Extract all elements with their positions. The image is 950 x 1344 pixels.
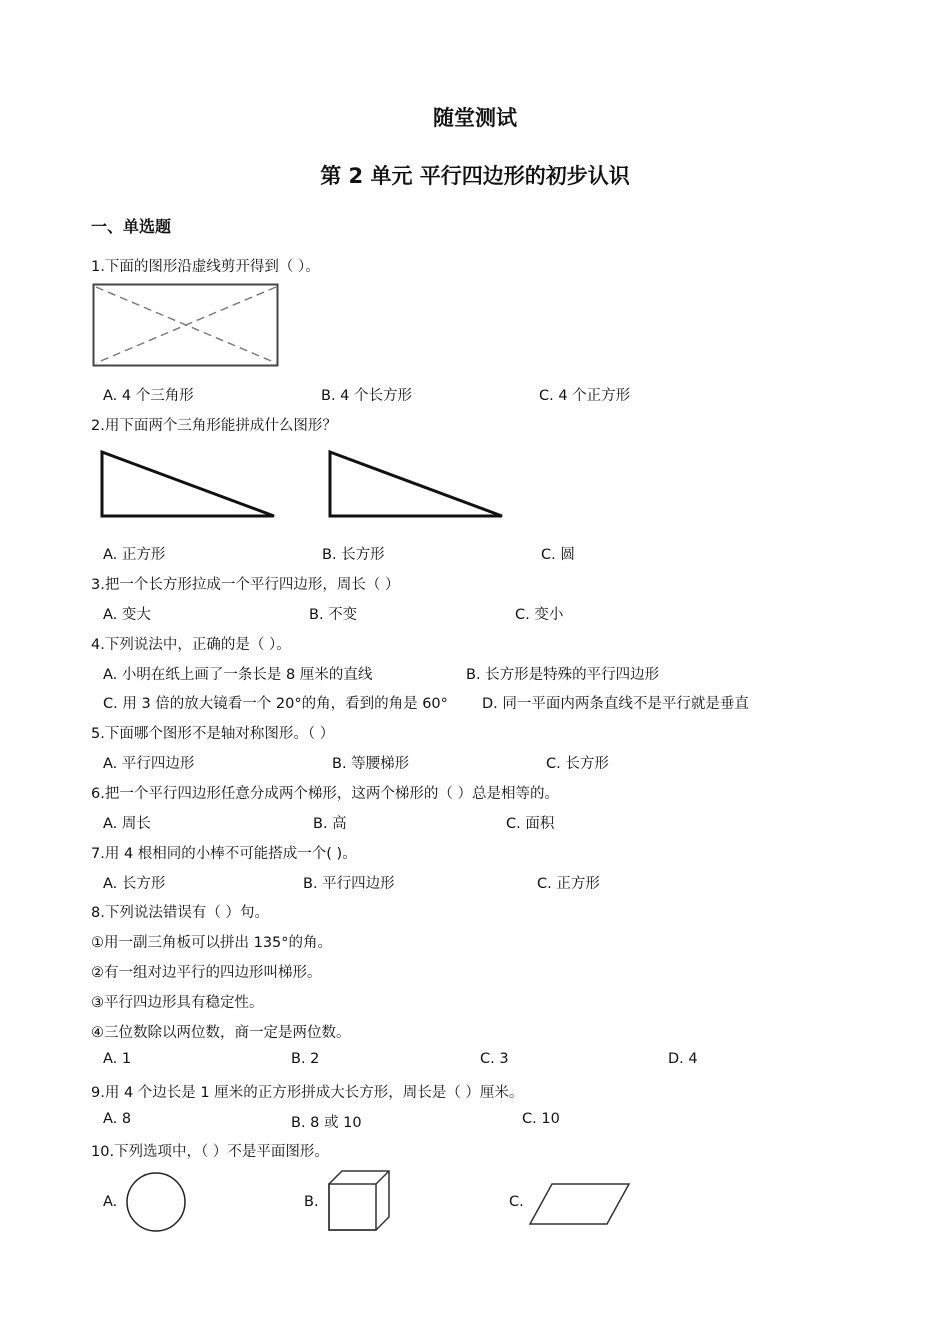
q3-option-b[interactable]: B. 不变: [309, 607, 358, 623]
dashed-rectangle-figure: [92, 283, 280, 367]
q1-option-a[interactable]: A. 4 个三角形: [103, 388, 194, 404]
q7-option-b[interactable]: B. 平行四边形: [303, 876, 395, 892]
q10-option-a[interactable]: A.: [103, 1194, 118, 1210]
section-heading: 一、单选题: [91, 217, 172, 236]
question-5-stem: 5.下面哪个图形不是轴对称图形。（ ）: [91, 726, 335, 742]
question-2-stem: 2.用下面两个三角形能拼成什么图形？: [91, 418, 337, 434]
q10-option-b[interactable]: B.: [304, 1194, 319, 1210]
q5-option-c[interactable]: C. 长方形: [546, 756, 609, 772]
question-8-stem: 8.下列说法错误有（ ）句。: [91, 905, 269, 921]
question-6-stem: 6.把一个平行四边形任意分成两个梯形，这两个梯形的（ ）总是相等的。: [91, 786, 559, 802]
q2-option-b[interactable]: B. 长方形: [322, 547, 385, 563]
q9-option-c[interactable]: C. 10: [522, 1111, 560, 1127]
parallelogram-icon: [527, 1181, 633, 1227]
question-10-stem: 10.下列选项中，（ ）不是平面图形。: [91, 1144, 329, 1160]
q1-option-b[interactable]: B. 4 个长方形: [321, 388, 412, 404]
q4-option-d[interactable]: D. 同一平面内两条直线不是平行就是垂直: [482, 696, 749, 712]
q3-option-c[interactable]: C. 变小: [515, 607, 564, 623]
q3-option-a[interactable]: A. 变大: [103, 607, 151, 623]
right-triangle-figure-2: [326, 448, 506, 520]
question-3-stem: 3.把一个长方形拉成一个平行四边形，周长（ ）: [91, 577, 400, 593]
page-title: 随堂测试: [433, 106, 517, 130]
q4-option-c[interactable]: C. 用 3 倍的放大镜看一个 20°的角，看到的角是 60°: [103, 696, 448, 712]
q1-option-c[interactable]: C. 4 个正方形: [539, 388, 631, 404]
question-1-stem: 1.下面的图形沿虚线剪开得到（ ）。: [91, 259, 320, 275]
q4-option-a[interactable]: A. 小明在纸上画了一条长是 8 厘米的直线: [103, 667, 373, 683]
q8-option-c[interactable]: C. 3: [480, 1051, 509, 1067]
q7-option-c[interactable]: C. 正方形: [537, 876, 600, 892]
q8-option-b[interactable]: B. 2: [291, 1051, 320, 1067]
right-triangle-figure-1: [98, 448, 278, 520]
q2-option-c[interactable]: C. 圆: [541, 547, 575, 563]
q5-option-b[interactable]: B. 等腰梯形: [332, 756, 410, 772]
q8-statement-3: ③平行四边形具有稳定性。: [91, 995, 264, 1011]
q8-option-a[interactable]: A. 1: [103, 1051, 132, 1067]
question-7-stem: 7.用 4 根相同的小棒不可能搭成一个( )。: [91, 846, 357, 862]
q2-option-a[interactable]: A. 正方形: [103, 547, 166, 563]
q4-option-b[interactable]: B. 长方形是特殊的平行四边形: [466, 667, 660, 683]
q6-option-b[interactable]: B. 高: [313, 816, 347, 832]
q6-option-c[interactable]: C. 面积: [506, 816, 555, 832]
q8-statement-1: ①用一副三角板可以拼出 135°的角。: [91, 935, 333, 951]
page-subtitle: 第 2 单元 平行四边形的初步认识: [320, 164, 630, 188]
question-9-stem: 9.用 4 个边长是 1 厘米的正方形拼成大长方形，周长是（ ）厘米。: [91, 1085, 524, 1101]
q6-option-a[interactable]: A. 周长: [103, 816, 151, 832]
q10-option-c[interactable]: C.: [509, 1194, 524, 1210]
q5-option-a[interactable]: A. 平行四边形: [103, 756, 195, 772]
q8-statement-2: ②有一组对边平行的四边形叫梯形。: [91, 965, 322, 981]
q8-option-d[interactable]: D. 4: [668, 1051, 698, 1067]
q9-option-b[interactable]: B. 8 或 10: [291, 1115, 362, 1131]
q9-option-a[interactable]: A. 8: [103, 1111, 132, 1127]
circle-icon: [124, 1171, 188, 1233]
question-4-stem: 4.下列说法中，正确的是（ ）。: [91, 637, 291, 653]
q7-option-a[interactable]: A. 长方形: [103, 876, 166, 892]
cube-icon: [326, 1169, 392, 1233]
q8-statement-4: ④三位数除以两位数，商一定是两位数。: [91, 1025, 351, 1041]
